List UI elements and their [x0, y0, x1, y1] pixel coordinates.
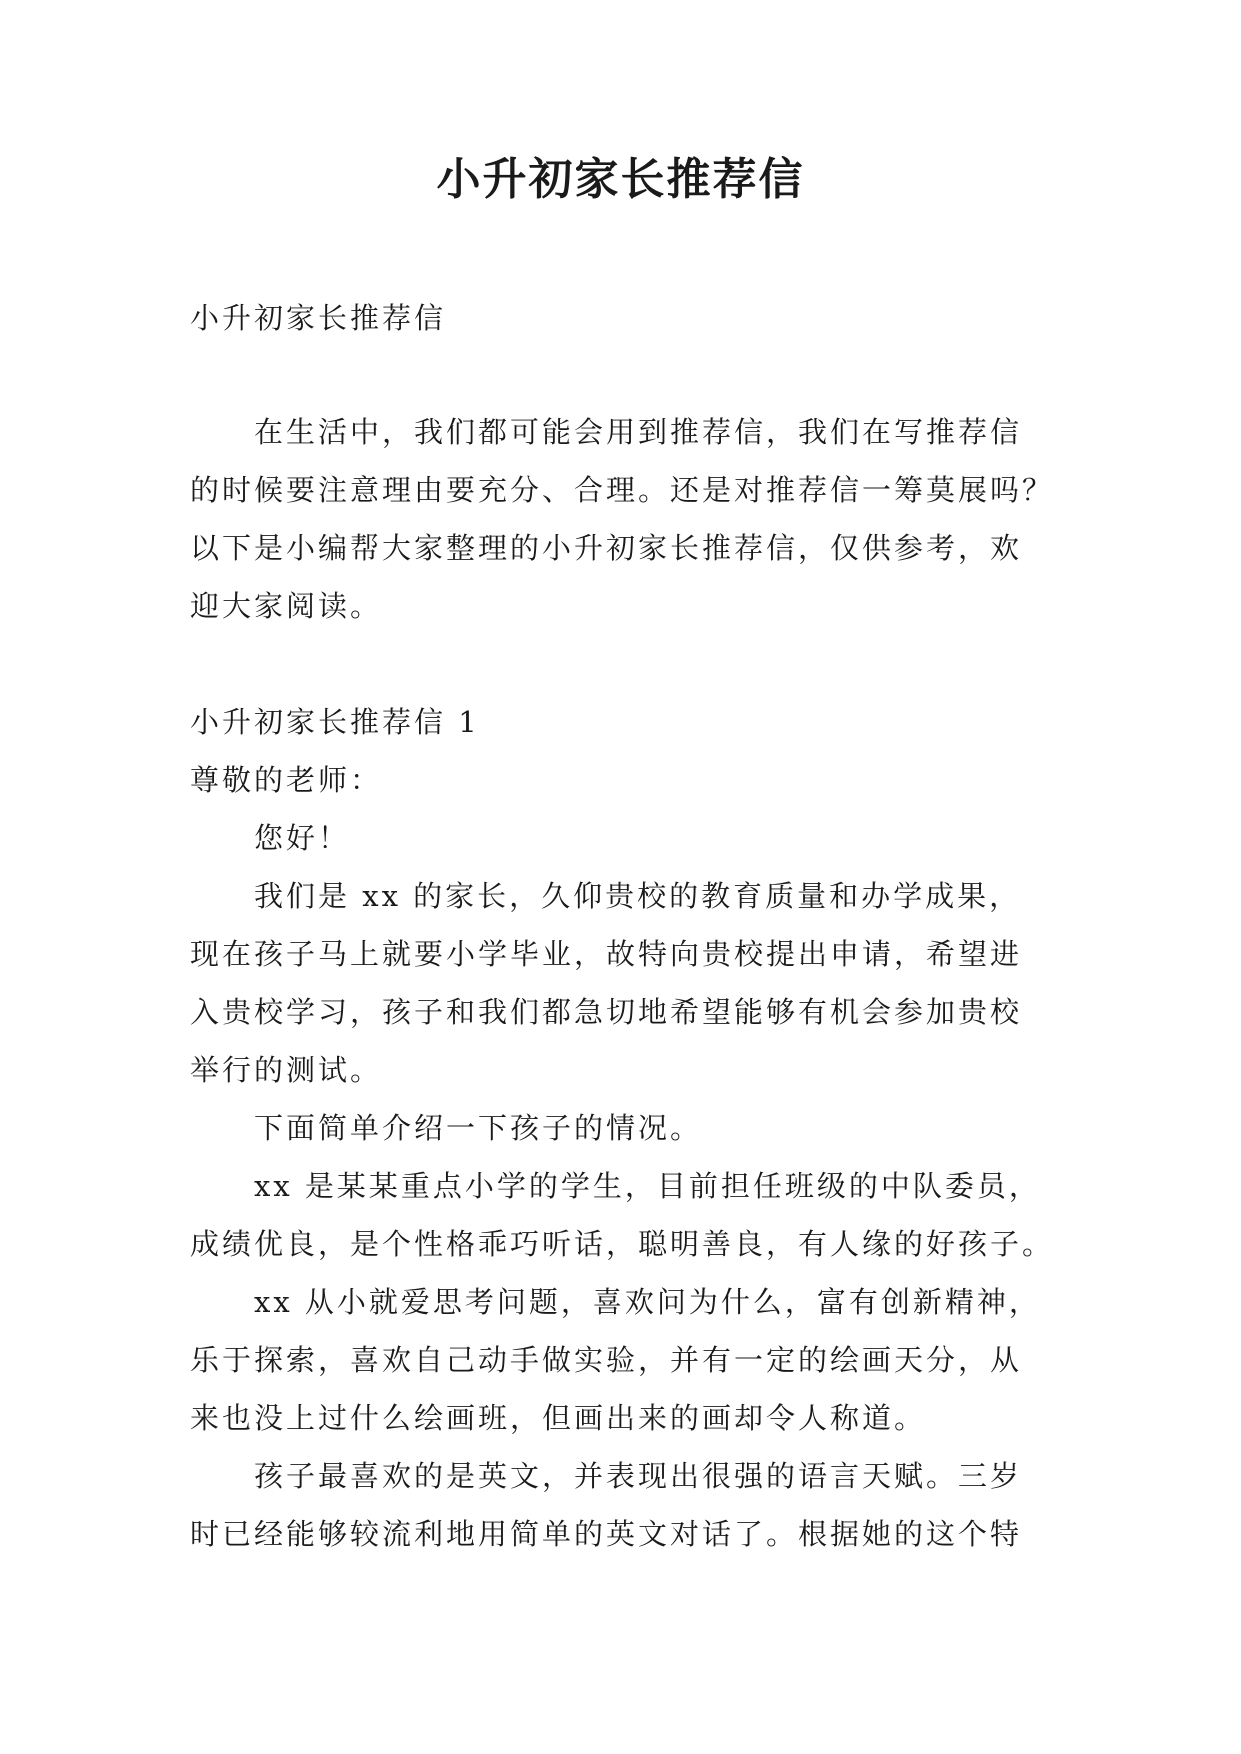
- body-line: 乐于探索，喜欢自己动手做实验，并有一定的绘画天分，从: [190, 1343, 1023, 1377]
- intro-line: 以下是小编帮大家整理的小升初家长推荐信，仅供参考，欢: [190, 531, 1023, 565]
- greeting: 您好！: [254, 821, 351, 855]
- intro-line: 在生活中，我们都可能会用到推荐信，我们在写推荐信: [254, 415, 1023, 449]
- page-title: 小升初家长推荐信: [436, 154, 805, 205]
- body-line: 孩子最喜欢的是英文，并表现出很强的语言天赋。三岁: [254, 1459, 1023, 1493]
- intro-line: 的时候要注意理由要充分、合理。还是对推荐信一筹莫展吗？: [190, 473, 1055, 507]
- letter-heading: 小升初家长推荐信 1: [190, 705, 480, 739]
- body-line: 入贵校学习，孩子和我们都急切地希望能够有机会参加贵校: [190, 995, 1023, 1029]
- body-line: 现在孩子马上就要小学毕业，故特向贵校提出申请，希望进: [190, 937, 1023, 971]
- intro-line: 迎大家阅读。: [190, 589, 383, 623]
- body-line: 下面简单介绍一下孩子的情况。: [254, 1111, 703, 1145]
- body-line: 来也没上过什么绘画班，但画出来的画却令人称道。: [190, 1401, 927, 1435]
- body-line: 成绩优良，是个性格乖巧听话，聪明善良，有人缘的好孩子。: [190, 1227, 1055, 1261]
- body-line: 时已经能够较流利地用简单的英文对话了。根据她的这个特: [190, 1517, 1023, 1551]
- body-line: 我们是 xx 的家长，久仰贵校的教育质量和办学成果，: [254, 879, 1022, 913]
- body-line: xx 从小就爱思考问题，喜欢问为什么，富有创新精神，: [254, 1285, 1041, 1319]
- body-line: xx 是某某重点小学的学生，目前担任班级的中队委员，: [254, 1169, 1041, 1203]
- document-subtitle: 小升初家长推荐信: [190, 301, 447, 335]
- salutation: 尊敬的老师：: [190, 763, 383, 797]
- body-line: 举行的测试。: [190, 1053, 383, 1087]
